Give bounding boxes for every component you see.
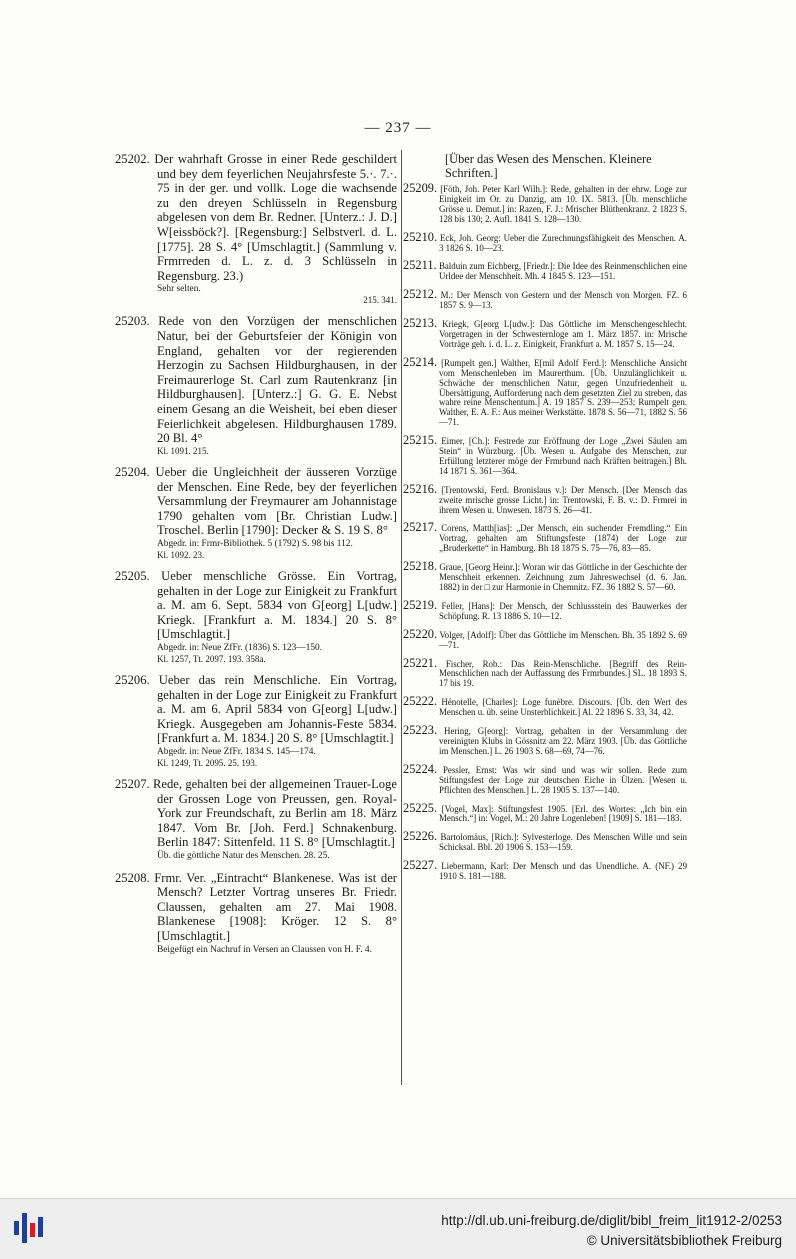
entry-number: 25221. (403, 655, 438, 670)
entry-number: 25225. (403, 800, 438, 815)
entry-25217 (403, 520, 688, 554)
entry-number: 25210. (403, 229, 438, 244)
entry-text: Kriegk, G[eorg L[udw.]: Das Göttliche im Menschengeschlecht. Vorgetragen in der Schwesternloge am 1. März 1857. in: Mrische Vorträge geh. i. d. L. z. Einigkeit, Frankfurt a. M. 1857 S. 15—24. (439, 319, 688, 349)
entry-25205 (115, 569, 397, 664)
entry-number: 25203. (115, 314, 150, 329)
entry-ref: 215. 341. (363, 294, 397, 305)
entry-text: Ueber die Ungleichheit der äusseren Vorzüge der Menschen. Eine Rede, bey der feyerlichen Versammlung der Freymaurer am Johannistage 1790 gehalten vom [Br. Christian Ludw.] Troschel. Berlin [1790]: Decker & S. 19 S. 8° (155, 465, 397, 538)
entry-text: Bartolomäus, [Rich.]: Sylvesterloge. Des Menschen Wille und sein Schicksal. Bbl. 20 1906 S. 153—159. (439, 832, 687, 853)
entry-25224 (403, 761, 688, 796)
entry-25212 (403, 287, 687, 311)
entry-25209 (403, 181, 688, 225)
entry-number: 25209. (403, 181, 438, 195)
entry-ref: Kl. 1091. 215. (157, 445, 209, 456)
entry-text: Fischer, Rob.: Das Rein-Menschliche. [Begriff des Rein-Menschlichen nach der Auffassung des Frmrbundes.] SL. 18 1893 S. 17 bis 19. (439, 658, 688, 689)
entry-number: 25213. (403, 316, 438, 331)
entry-number: 25217. (403, 520, 438, 535)
entry-ref: Kl. 1092. 23. (157, 549, 205, 560)
entry-text: Corens, Matth[ias]: „Der Mensch, ein suchender Fremdling.“ Ein Vortrag, gehalten am Stiftungsfeste (1874) der Loge zur „Bruderkette“ in Hamburg. Bh 18 1875 S. 75—76, 83—85. (439, 523, 688, 554)
entry-text: M.: Der Mensch von Gestern und der Mensch von Morgen. FZ. 6 1857 S. 9—13. (439, 290, 687, 311)
entry-25225 (403, 800, 687, 825)
entry-number: 25215. (403, 433, 438, 448)
entry-note: Sehr selten. (157, 284, 201, 295)
entry-25210 (403, 229, 687, 254)
entry-number: 25224. (403, 761, 438, 776)
entry-note: Abgedr. in: Neue ZfFr. (1836) S. 123—150. (157, 643, 323, 654)
entry-text: Volger, [Adolf]: Über das Göttliche im Menschen. Bh. 35 1892 S. 69—71. (439, 629, 687, 650)
entry-25227 (403, 858, 688, 882)
entry-text: Ueber menschliche Grösse. Ein Vortrag, gehalten in der Loge zur Einigkeit zu Frankfurt a. M. am 6. Sept. 5834 von G[eorg] L[udw.] Kriegk. [Frankfurt a. M. 1834.] 20 S. 8° [Umschlagtit.] (157, 569, 397, 642)
entry-text: Ueber das rein Menschliche. Ein Vortrag, gehalten in der Loge zur Einigkeit zu Frankfurt a. M. am 6. April 5834 von G[eorg] L[udw.] Kriegk. Ausgegeben am Johannis-Feste 5834. [Frankfurt a. M. 1834.] 20 S. 8° [Umschlagtit.] (157, 673, 397, 746)
entry-text: Pessler, Ernst: Was wir sind und was wir sollen. Rede zum Stiftungsfest der Loge zur deutschen Eiche in Ülzen. [Wesen u. Pflichten des Menschen.] L. 28 1905 S. 137—140. (439, 764, 688, 795)
entry-number: 25216. (403, 481, 438, 496)
entry-text: [Vogel, Max]: Stiftungsfest 1905. [Erl. des Wortes: „Ich bin ein Mensch.“] in: Vogel, M.: 20 Jahre Logenleben! [1909] S. 181—183. (439, 803, 687, 824)
entry-25226 (403, 829, 687, 853)
entry-number: 25220. (403, 626, 438, 641)
entry-text: Hénotelle, [Charles]: Loge funèbre. Discours. [Üb. den Wert des Menschen u. üb. seine Unsterblichkeit.] Al. 22 1896 S. 33, 34, 42. (439, 697, 688, 718)
entry-note: Abgedr. in: Neue ZfFr. 1834 S. 145—174. (157, 747, 316, 757)
entry-25221 (403, 655, 688, 690)
entry-25203 (115, 314, 397, 456)
page-number: — 237 — (364, 120, 432, 136)
entry-text: Graue, [Georg Heinr.]: Woran wir das Göttliche in der Geschichte der Menschheit erkennen. Zeichnung zum Jahreswechsel (d. 6. Jan. 1882) in der □ zur Harmonie in Chemnitz. FZ. 36 1882 S. 57—60. (439, 562, 687, 592)
document-url-link[interactable]: http://dl.ub.uni-freiburg.de/diglit/bibl_freim_lit1912-2/0253 (441, 1213, 782, 1228)
ub-freiburg-logo-icon[interactable] (14, 1213, 44, 1243)
entry-25220 (403, 626, 687, 651)
entry-text: Balduin zum Eichberg, [Friedr.]: Die Idee des Reinmenschlichen eine Urldee der Menschheit. Mh. 4 1845 S. 123—151. (438, 261, 688, 282)
entry-number: 25212. (403, 287, 438, 302)
copyright-text: © Universitätsbibliothek Freiburg (586, 1233, 782, 1248)
viewer-footer (0, 1198, 796, 1259)
entry-number: 25223. (403, 723, 438, 738)
entry-text: Eimer, [Ch.]: Festrede zur Eröffnung der Loge „Zwei Säulen am Stein“ in Würzburg. [Üb. Wesen u. Aufgabe des Menschen, zur Erfüllung letzterer möge der Frmrbund nach Kräften beitragen.] Bh. 14 1871 S. 361—364. (439, 436, 688, 476)
entry-25223 (403, 723, 687, 757)
entry-25202 (115, 152, 397, 305)
entry-text: Rede von den Vorzügen der menschlichen Natur, bei der Geburtsfeier der Königin von England, gehalten vor der regierenden Herzogin zu Sachsen Hildburghausen, in der Freimaurerloge St. Carl zum Rautenkranz [in Hildburghausen]. [Unterz.:] G. G. E. Nebst einem Gesang an die Weisheit, bei eben dieser Feierlichkeit abgelesen. Hildburghausen 1789. 20 Bl. 4° (157, 314, 397, 446)
entry-25222 (403, 694, 688, 718)
entry-number: 25218. (403, 559, 438, 574)
entry-25206 (115, 673, 397, 768)
column-divider (401, 150, 402, 1085)
entry-number: 25219. (403, 597, 438, 612)
entry-note: Üb. die göttliche Natur des Menschen. 28. 25. (157, 850, 330, 861)
entry-25211 (403, 258, 688, 282)
entry-number: 25208. (115, 870, 150, 885)
entry-number: 25226. (403, 829, 438, 844)
entry-25218 (403, 559, 687, 593)
right-entries (403, 181, 688, 882)
right-column (403, 152, 687, 890)
entry-text: [Rumpelt gen.] Walther, E[mil Adolf Ferd.]: Menschliche Ansicht vom Menschenleben im Maurerthum. [Üb. Unzulänglichkeit u. Schwäche der menschlichen Natur, gegen Unzufriedenheit u. Übersättigung, Aufforderung nach dem gesetzten Ziel zu streben, das wahre reine Menschentum.] A. 19 1857 S. 239—253; Rumpelt gen. Walther, E. A. F.: Aus meiner Werkstätte. 1878 S. 56—71, 1882 S. 56—71. (439, 357, 688, 428)
entry-text: Frmr. Ver. „Eintracht“ Blankenese. Was ist der Mensch? Letzter Vortrag unseres Br. Friedr. Claussen, gehalten am 27. Mai 1908. Blankenese [1908]: Kröger. 12 S. 8° [Umschlagtit.] (154, 870, 397, 943)
entry-number: 25211. (403, 258, 437, 273)
entry-text: [Trentowski, Ferd. Bronislaus v.]: Der Mensch. [Der Mensch das zweite mrische grosse Licht.] in: Trentowski, F. B. v.: D. Frmrei in ihrem Wesen u. Unwesen. 1873 S. 26—41. (439, 484, 688, 515)
entry-number: 25206. (115, 673, 150, 688)
entry-25213 (403, 316, 688, 350)
entry-number: 25227. (403, 858, 438, 873)
entry-25216 (403, 481, 688, 516)
entry-text: Hering, G[eorg]: Vortrag, gehalten in der Versammlung der vereinigten Klubs in Gössnitz am 22. März 1903. [Üb. das Göttliche im Menschen.] L. 26 1903 S. 68—69, 74—76. (439, 726, 687, 756)
entry-text: Liebermann, Karl: Der Mensch und das Unendliche. A. (NF.) 29 1910 S. 181—188. (439, 861, 688, 882)
entry-25214 (403, 354, 688, 428)
entry-note: Abgedr. in: Frmr-Bibliothek. 5 (1792) S. 98 bis 112. (157, 539, 353, 550)
entry-number: 25205. (115, 569, 150, 584)
entry-note: Beigefügt ein Nachruf in Versen an Claussen von H. F. 4. (157, 944, 372, 955)
entry-text: Der wahrhaft Grosse in einer Rede geschildert und bey dem feyerlichen Neujahrsfeste 5.·. 7.·. 75 in der ger. und vollk. Loge die wachsende zu den dreyen Schlüsseln in Regensburg abgelesen von dem Br. Redner. [Unterz.: J. D.] W[eissböck?]. [Regensburg:] Selbstverl. d. L. [1775]. 28 S. 4° [Umschlagtit.] (Sammlung v. Frmrreden d. L. z. d. 3 Schlüsseln in Regensburg. 23.) (154, 152, 397, 283)
left-column (115, 152, 397, 964)
entry-number: 25222. (403, 694, 438, 709)
entry-text: [Föth, Joh. Peter Karl Wilh.]: Rede, gehalten in der ehrw. Loge zur Einigkeit im Or. zu Danzig, am 10. IX. 5813. [Üb. menschliche Grösse u. Demut.] in: Razen, F. J.: Mrischer Blüthenkranz. 2 1823 S. 128 bis 130; 2. Aufl. 1841 S. 128—130. (439, 184, 688, 224)
entry-number: 25204. (115, 465, 150, 480)
continued-note: [Über das Wesen des Menschen. Kleinere Schriften.] (445, 152, 652, 180)
entry-ref: Kl. 1249, Tt. 2095. 25. 193. (157, 757, 258, 768)
entry-number: 25202. (115, 152, 150, 166)
entry-text: Eck, Joh. Georg: Ueber die Zurechnungsfähigkeit des Menschen. A. 3 1826 S. 10—23. (439, 232, 687, 253)
entry-number: 25214. (403, 354, 438, 369)
entry-number: 25207. (115, 777, 150, 791)
entry-text: Feller, [Hans]: Der Mensch, der Schlussstein des Bauwerkes der Schöpfung. R. 13 1886 S. 10—12. (439, 600, 687, 621)
entry-text: Rede, gehalten bei der allgemeinen Trauer-Loge der Grossen Loge von Preussen, gen. Royal-York zur Freundschaft, zu Berlin am 18. März 1847. Vom Br. [Joh. Ferd.] Schnakenburg. Berlin 1847: Sittenfeld. 11 S. 8° [Umschlagtit.] (152, 777, 397, 850)
entry-25204 (115, 465, 397, 560)
entry-25215 (403, 433, 688, 477)
entry-25208 (115, 871, 397, 956)
entry-25219 (403, 597, 687, 622)
entry-25207 (115, 777, 397, 862)
entry-ref: Kl. 1257, Tt. 2097. 193. 358a. (157, 653, 266, 664)
